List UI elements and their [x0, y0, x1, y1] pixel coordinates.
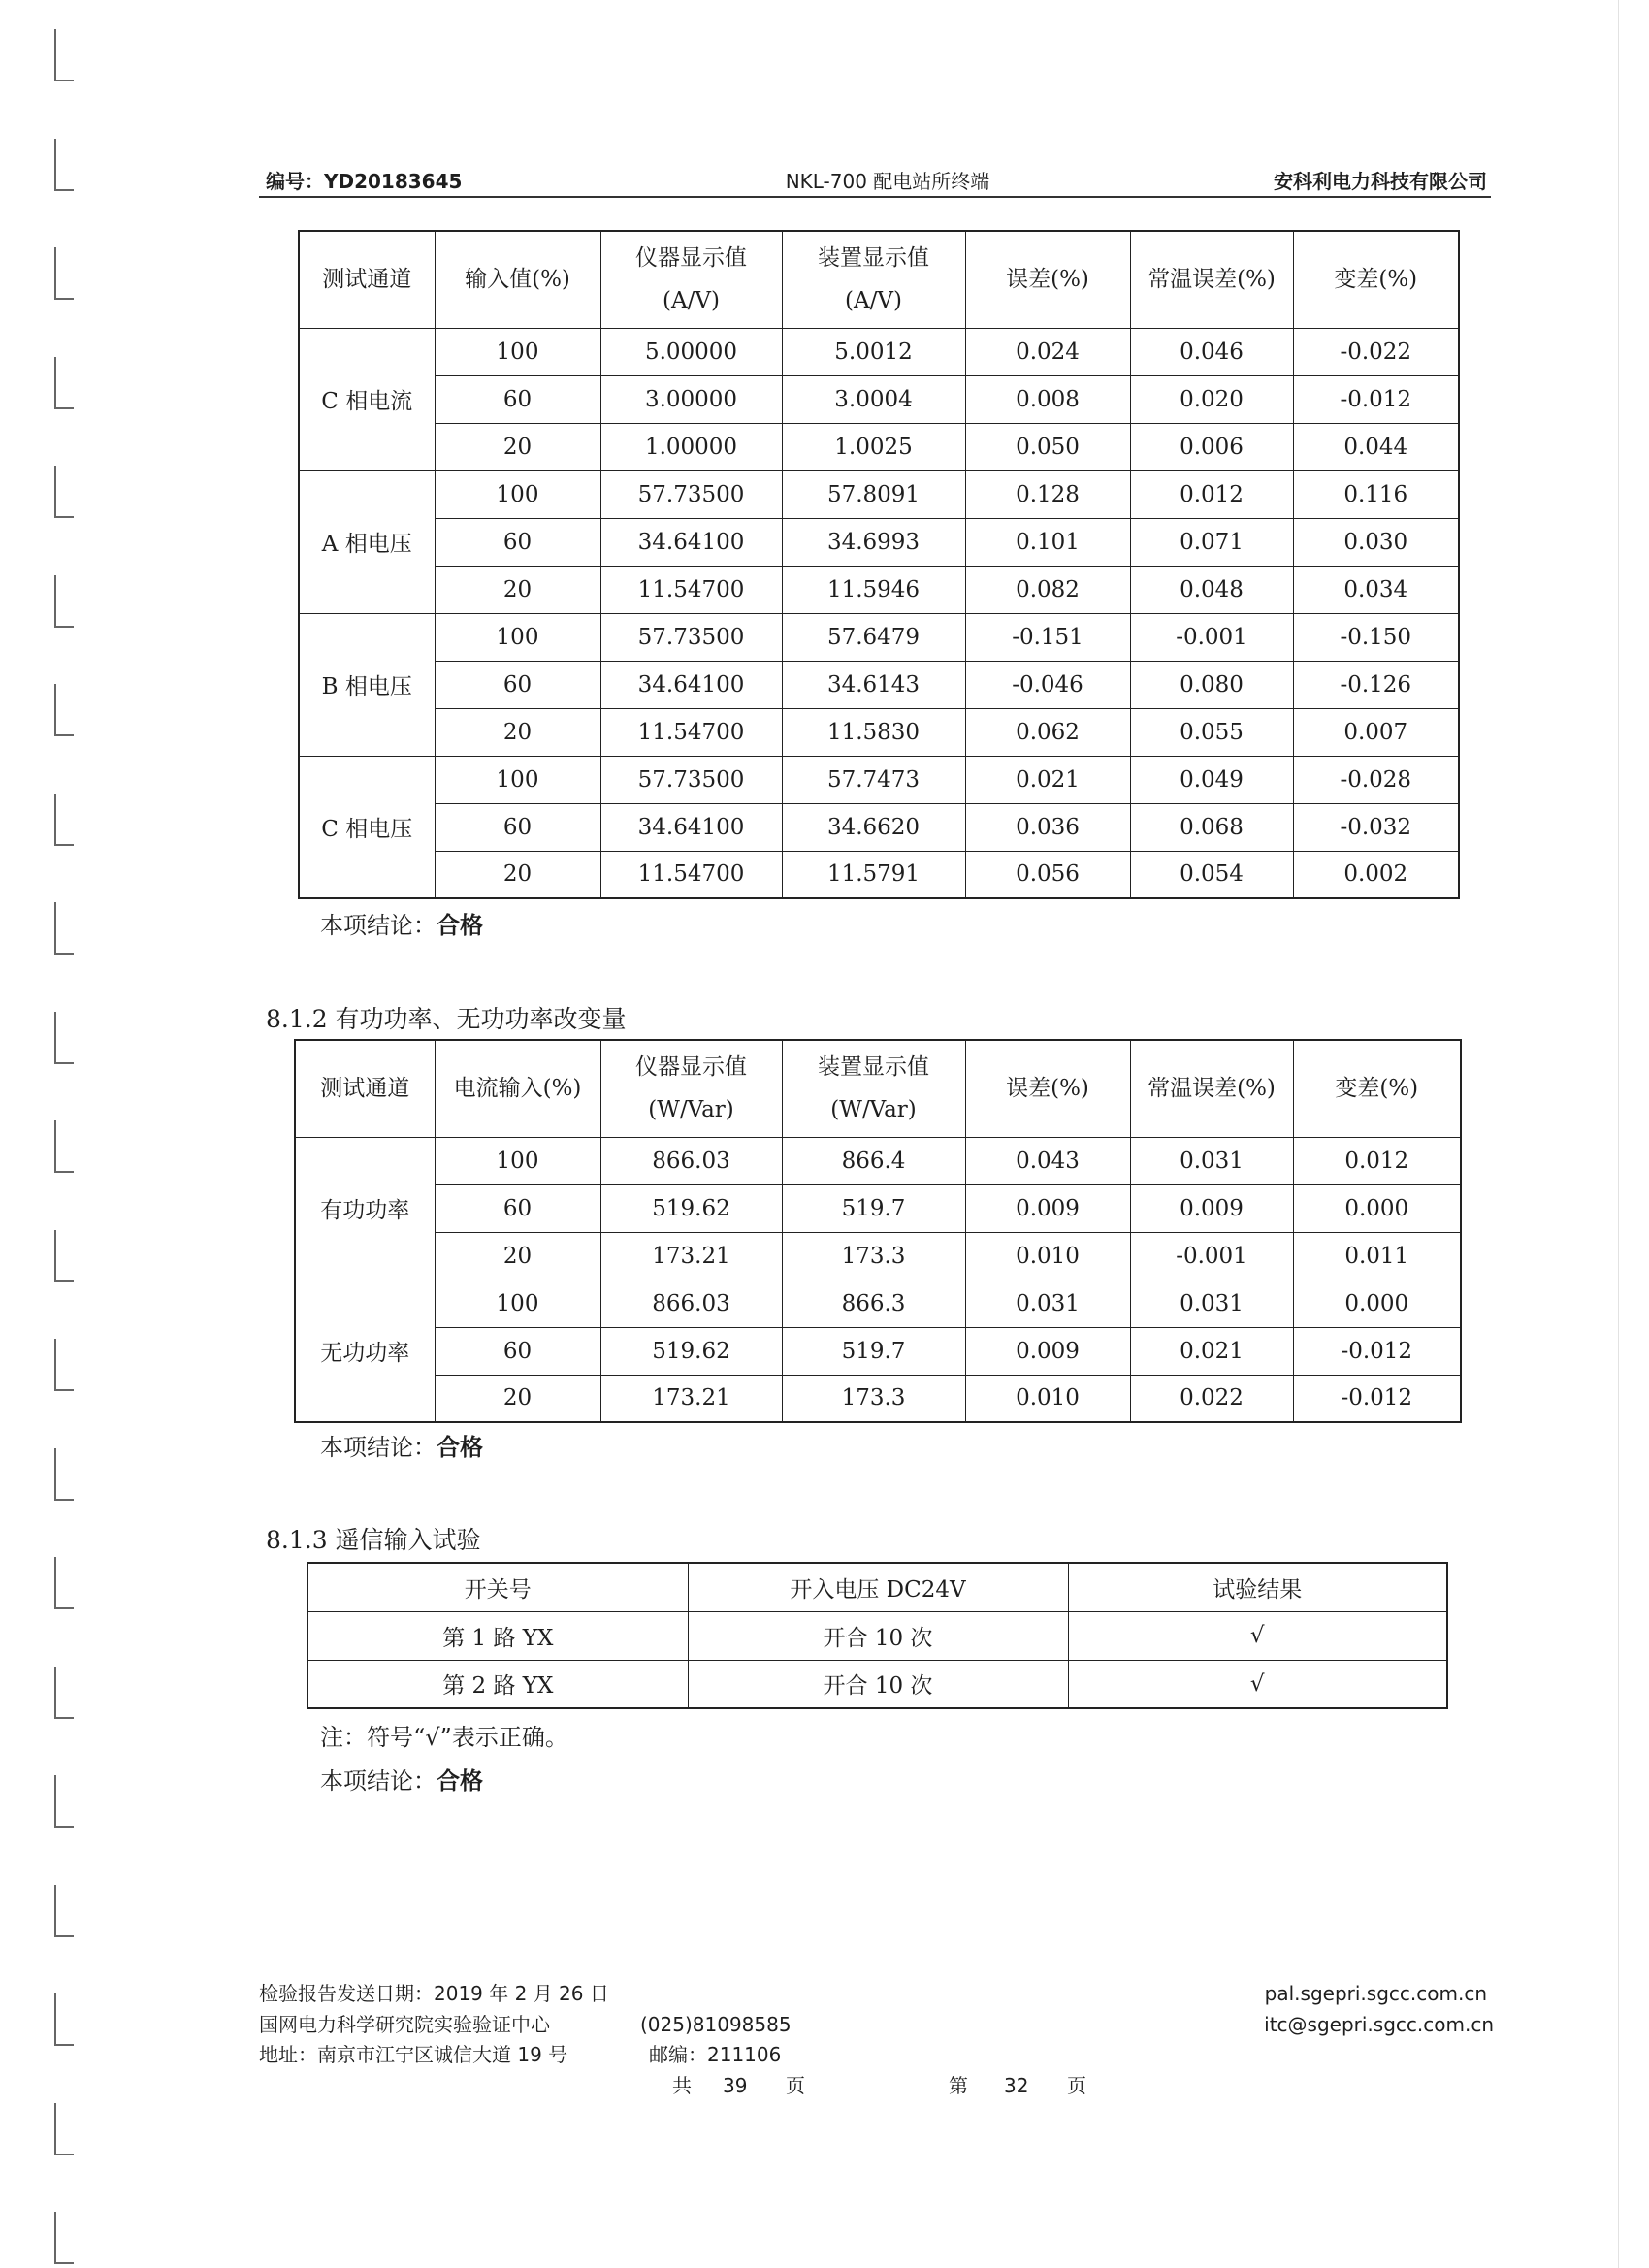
conclusion-value: 合格 — [436, 1434, 483, 1461]
binding-mark — [54, 1993, 74, 2046]
column-header — [965, 231, 1130, 328]
test-result-cell: √ — [1068, 1611, 1447, 1660]
column-header — [965, 1040, 1130, 1137]
device-value-cell: 11.5946 — [782, 566, 965, 613]
column-header-line: (A/V) — [663, 288, 720, 314]
error-cell: 0.050 — [965, 423, 1130, 470]
binding-mark — [54, 357, 74, 409]
column-header-line: 仪器显示值 — [635, 245, 747, 272]
table-row — [299, 518, 1459, 566]
page-number-prefix: 第 — [949, 2074, 968, 2097]
table-row — [295, 1280, 1461, 1327]
error-cell: 0.043 — [965, 1137, 1130, 1184]
note: 注：符号“√”表示正确。 — [320, 1724, 568, 1751]
table-row — [295, 1375, 1461, 1422]
device-value-cell: 519.7 — [782, 1327, 965, 1375]
instrument-value-cell: 34.64100 — [600, 518, 782, 566]
column-header — [600, 1040, 782, 1137]
room-temp-error-cell: 0.054 — [1130, 851, 1293, 898]
device-value-cell: 173.3 — [782, 1375, 965, 1422]
column-header — [1293, 231, 1459, 328]
channel-cell: A 相电压 — [299, 470, 435, 613]
column-header-line: 装置显示值 — [818, 245, 929, 272]
error-cell: 0.024 — [965, 328, 1130, 375]
instrument-value-cell: 173.21 — [600, 1232, 782, 1280]
room-temp-error-cell: 0.021 — [1130, 1327, 1293, 1375]
binding-mark — [54, 575, 74, 628]
room-temp-error-cell: 0.080 — [1130, 661, 1293, 708]
section-heading-8-1-3: 8.1.3 遥信输入试验 — [266, 1526, 481, 1554]
room-temp-error-cell: 0.020 — [1130, 375, 1293, 423]
instrument-value-cell: 866.03 — [600, 1280, 782, 1327]
column-header: 开关号 — [307, 1563, 688, 1611]
instrument-value-cell: 519.62 — [600, 1327, 782, 1375]
channel-cell: 无功功率 — [295, 1280, 435, 1422]
variation-cell: 0.000 — [1293, 1184, 1461, 1232]
instrument-value-cell: 173.21 — [600, 1375, 782, 1422]
column-header-line: 常温误差(%) — [1148, 1076, 1276, 1102]
table-row — [295, 1232, 1461, 1280]
error-cell: 0.082 — [965, 566, 1130, 613]
scan-edge-line — [1618, 0, 1619, 2268]
room-temp-error-cell: 0.071 — [1130, 518, 1293, 566]
input-value-cell: 100 — [435, 328, 600, 375]
error-cell: 0.062 — [965, 708, 1130, 756]
binding-mark — [54, 684, 74, 736]
variation-cell: -0.012 — [1293, 1327, 1461, 1375]
binding-mark — [54, 466, 74, 518]
input-value-cell: 60 — [435, 518, 600, 566]
error-cell: -0.046 — [965, 661, 1130, 708]
column-header — [299, 231, 435, 328]
digital-input-table — [307, 1562, 1448, 1709]
total-pages-prefix: 共 — [672, 2074, 692, 2097]
column-header — [600, 231, 782, 328]
input-value-cell: 100 — [435, 613, 600, 661]
input-value-cell: 60 — [435, 1184, 600, 1232]
instrument-value-cell: 3.00000 — [600, 375, 782, 423]
column-header-line: 装置显示值 — [818, 1054, 929, 1081]
error-cell: 0.008 — [965, 375, 1130, 423]
input-voltage-cell: 开合 10 次 — [688, 1611, 1068, 1660]
variation-cell: 0.002 — [1293, 851, 1459, 898]
binding-mark — [54, 794, 74, 846]
error-cell: 0.009 — [965, 1327, 1130, 1375]
header-row — [307, 1563, 1447, 1611]
input-value-cell: 60 — [435, 375, 600, 423]
error-cell: 0.010 — [965, 1232, 1130, 1280]
variation-cell: 0.007 — [1293, 708, 1459, 756]
conclusion-label: 本项结论： — [320, 1434, 436, 1461]
total-pages: 39 — [723, 2074, 748, 2097]
column-header — [435, 231, 600, 328]
input-value-cell: 20 — [435, 708, 600, 756]
address: 地址：南京市江宁区诚信大道 19 号 — [259, 2043, 568, 2066]
room-temp-error-cell: 0.048 — [1130, 566, 1293, 613]
table-row — [307, 1660, 1447, 1708]
column-header-line: 电流输入(%) — [453, 1076, 582, 1102]
device-value-cell: 173.3 — [782, 1232, 965, 1280]
device-value-cell: 57.6479 — [782, 613, 965, 661]
instrument-value-cell: 519.62 — [600, 1184, 782, 1232]
input-value-cell: 20 — [435, 423, 600, 470]
input-value-cell: 60 — [435, 803, 600, 851]
device-value-cell: 866.3 — [782, 1280, 965, 1327]
device-value-cell: 866.4 — [782, 1137, 965, 1184]
room-temp-error-cell: 0.046 — [1130, 328, 1293, 375]
input-value-cell: 100 — [435, 1137, 600, 1184]
column-header: 试验结果 — [1068, 1563, 1447, 1611]
conclusion-value: 合格 — [436, 912, 483, 939]
phone-number: (025)81098585 — [640, 2013, 792, 2036]
table-row — [295, 1327, 1461, 1375]
instrument-value-cell: 57.73500 — [600, 613, 782, 661]
header-row — [299, 231, 1459, 328]
device-value-cell: 11.5791 — [782, 851, 965, 898]
conclusion-label: 本项结论： — [320, 912, 436, 939]
input-value-cell: 100 — [435, 470, 600, 518]
input-value-cell: 20 — [435, 1232, 600, 1280]
test-result-cell: √ — [1068, 1660, 1447, 1708]
conclusion — [320, 1767, 483, 1795]
table-row — [299, 375, 1459, 423]
binding-mark — [54, 1120, 74, 1173]
binding-mark — [54, 29, 74, 81]
room-temp-error-cell: 0.055 — [1130, 708, 1293, 756]
column-header-line: 变差(%) — [1334, 267, 1418, 293]
instrument-value-cell: 34.64100 — [600, 803, 782, 851]
page-number: 32 — [1004, 2074, 1029, 2097]
room-temp-error-cell: 0.068 — [1130, 803, 1293, 851]
channel-cell: C 相电流 — [299, 328, 435, 470]
device-value-cell: 519.7 — [782, 1184, 965, 1232]
power-variation-table — [294, 1039, 1462, 1423]
variation-cell: -0.012 — [1293, 1375, 1461, 1422]
column-header — [1130, 231, 1293, 328]
variation-cell: 0.030 — [1293, 518, 1459, 566]
error-cell: 0.128 — [965, 470, 1130, 518]
instrument-value-cell: 11.54700 — [600, 566, 782, 613]
column-header-line: 变差(%) — [1335, 1076, 1419, 1102]
instrument-value-cell: 34.64100 — [600, 661, 782, 708]
table-row — [299, 470, 1459, 518]
column-header — [782, 231, 965, 328]
room-temp-error-cell: 0.022 — [1130, 1375, 1293, 1422]
email-link[interactable]: itc@sgepri.sgcc.com.cn — [1264, 2013, 1494, 2036]
switch-number-cell: 第 2 路 YX — [307, 1660, 688, 1708]
error-cell: 0.101 — [965, 518, 1130, 566]
variation-cell: 0.000 — [1293, 1280, 1461, 1327]
device-value-cell: 1.0025 — [782, 423, 965, 470]
device-value-cell: 5.0012 — [782, 328, 965, 375]
column-header-line: 测试通道 — [320, 1076, 410, 1102]
table-row — [295, 1184, 1461, 1232]
input-value-cell: 100 — [435, 1280, 600, 1327]
section-heading-8-1-2: 8.1.2 有功功率、无功功率改变量 — [266, 1005, 627, 1033]
send-date: 检验报告发送日期：2019 年 2 月 26 日 — [259, 1982, 609, 2005]
binding-mark — [54, 2212, 74, 2264]
channel-cell: 有功功率 — [295, 1137, 435, 1280]
table-row — [299, 851, 1459, 898]
error-cell: 0.009 — [965, 1184, 1130, 1232]
table-row — [299, 328, 1459, 375]
table-row — [299, 708, 1459, 756]
variation-cell: -0.126 — [1293, 661, 1459, 708]
error-cell: 0.010 — [965, 1375, 1130, 1422]
column-header — [782, 1040, 965, 1137]
binding-mark — [54, 1885, 74, 1937]
column-header-line: 误差(%) — [1006, 1076, 1089, 1102]
error-cell: 0.031 — [965, 1280, 1130, 1327]
variation-cell: 0.116 — [1293, 470, 1459, 518]
room-temp-error-cell: -0.001 — [1130, 1232, 1293, 1280]
instrument-value-cell: 57.73500 — [600, 756, 782, 803]
room-temp-error-cell: 0.031 — [1130, 1280, 1293, 1327]
column-header-line: 仪器显示值 — [635, 1054, 747, 1081]
variation-cell: 0.012 — [1293, 1137, 1461, 1184]
instrument-value-cell: 57.73500 — [600, 470, 782, 518]
conclusion-value: 合格 — [436, 1767, 483, 1795]
table-row — [307, 1611, 1447, 1660]
column-header-line: (A/V) — [845, 288, 902, 314]
binding-mark — [54, 1667, 74, 1719]
conclusion — [320, 912, 483, 939]
column-header — [1130, 1040, 1293, 1137]
binding-mark — [54, 1012, 74, 1064]
variation-cell: -0.028 — [1293, 756, 1459, 803]
column-header-line: 误差(%) — [1006, 267, 1089, 293]
binding-mark — [54, 902, 74, 955]
input-value-cell: 60 — [435, 661, 600, 708]
column-header: 开入电压 DC24V — [688, 1563, 1068, 1611]
conclusion — [320, 1434, 483, 1461]
instrument-value-cell: 866.03 — [600, 1137, 782, 1184]
column-header-line: 常温误差(%) — [1148, 267, 1276, 293]
device-value-cell: 57.8091 — [782, 470, 965, 518]
device-value-cell: 34.6620 — [782, 803, 965, 851]
document-title: NKL-700 配电站所终端 — [785, 170, 990, 193]
input-value-cell: 20 — [435, 566, 600, 613]
table-row — [299, 613, 1459, 661]
channel-accuracy-table — [298, 230, 1460, 899]
page-number-suffix: 页 — [1067, 2074, 1086, 2097]
instrument-value-cell: 11.54700 — [600, 708, 782, 756]
total-pages-suffix: 页 — [786, 2074, 805, 2097]
input-value-cell: 20 — [435, 1375, 600, 1422]
instrument-value-cell: 5.00000 — [600, 328, 782, 375]
company-name: 安科利电力科技有限公司 — [1274, 170, 1487, 193]
binding-mark — [54, 1339, 74, 1391]
table-row — [295, 1137, 1461, 1184]
variation-cell: -0.150 — [1293, 613, 1459, 661]
input-voltage-cell: 开合 10 次 — [688, 1660, 1068, 1708]
error-cell: -0.151 — [965, 613, 1130, 661]
variation-cell: 0.034 — [1293, 566, 1459, 613]
binding-mark — [54, 1557, 74, 1609]
website-link[interactable]: pal.sgepri.sgcc.com.cn — [1264, 1982, 1487, 2005]
input-value-cell: 60 — [435, 1327, 600, 1375]
channel-cell: B 相电压 — [299, 613, 435, 756]
channel-cell: C 相电压 — [299, 756, 435, 898]
instrument-value-cell: 1.00000 — [600, 423, 782, 470]
binding-mark — [54, 139, 74, 191]
instrument-value-cell: 11.54700 — [600, 851, 782, 898]
variation-cell: -0.032 — [1293, 803, 1459, 851]
table-row — [299, 423, 1459, 470]
room-temp-error-cell: 0.031 — [1130, 1137, 1293, 1184]
table-row — [299, 756, 1459, 803]
binding-mark — [54, 1448, 74, 1501]
binding-mark — [54, 1775, 74, 1828]
binding-mark — [54, 1230, 74, 1282]
column-header-line: 测试通道 — [322, 267, 412, 293]
table-row — [299, 661, 1459, 708]
report-number: 编号：YD20183645 — [266, 170, 463, 193]
table-row — [299, 803, 1459, 851]
postcode: 邮编：211106 — [649, 2043, 782, 2066]
device-value-cell: 34.6143 — [782, 661, 965, 708]
column-header-line: (W/Var) — [830, 1097, 917, 1123]
binding-mark — [54, 247, 74, 300]
room-temp-error-cell: -0.001 — [1130, 613, 1293, 661]
header-row — [295, 1040, 1461, 1137]
room-temp-error-cell: 0.049 — [1130, 756, 1293, 803]
room-temp-error-cell: 0.006 — [1130, 423, 1293, 470]
column-header — [295, 1040, 435, 1137]
column-header-line: 输入值(%) — [465, 267, 570, 293]
table-row — [299, 566, 1459, 613]
input-value-cell: 100 — [435, 756, 600, 803]
room-temp-error-cell: 0.012 — [1130, 470, 1293, 518]
organization-name: 国网电力科学研究院实验验证中心 — [259, 2013, 550, 2036]
column-header — [1293, 1040, 1461, 1137]
device-value-cell: 34.6993 — [782, 518, 965, 566]
conclusion-label: 本项结论： — [320, 1767, 436, 1795]
error-cell: 0.056 — [965, 851, 1130, 898]
input-value-cell: 20 — [435, 851, 600, 898]
variation-cell: 0.044 — [1293, 423, 1459, 470]
header-rule — [259, 196, 1491, 198]
error-cell: 0.021 — [965, 756, 1130, 803]
column-header — [435, 1040, 600, 1137]
device-value-cell: 11.5830 — [782, 708, 965, 756]
binding-mark — [54, 2103, 74, 2155]
error-cell: 0.036 — [965, 803, 1130, 851]
switch-number-cell: 第 1 路 YX — [307, 1611, 688, 1660]
variation-cell: -0.012 — [1293, 375, 1459, 423]
column-header-line: (W/Var) — [648, 1097, 734, 1123]
device-value-cell: 3.0004 — [782, 375, 965, 423]
variation-cell: 0.011 — [1293, 1232, 1461, 1280]
device-value-cell: 57.7473 — [782, 756, 965, 803]
variation-cell: -0.022 — [1293, 328, 1459, 375]
room-temp-error-cell: 0.009 — [1130, 1184, 1293, 1232]
